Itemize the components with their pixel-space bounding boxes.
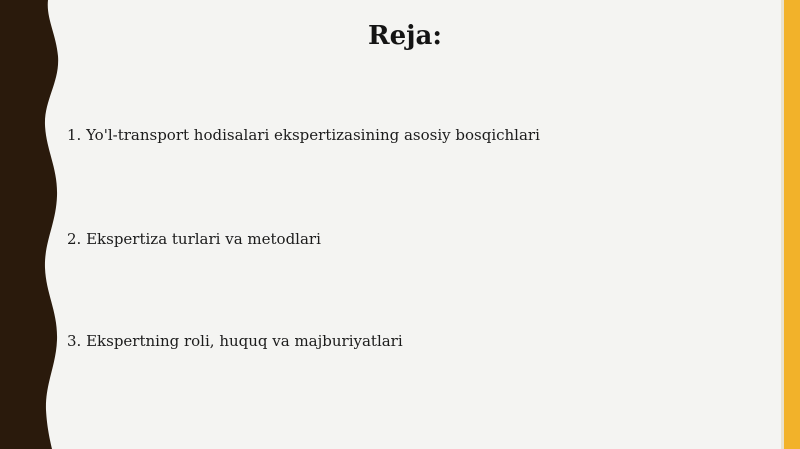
plan-item-1: 1. Yo'l-transport hodisalari ekspertizasining asosiy bosqichlari [67, 126, 540, 144]
left-wave-band [0, 0, 58, 449]
left-wave-decoration [0, 0, 70, 449]
right-accent-bar-edge [781, 0, 784, 449]
plan-item-2: 2. Ekspertiza turlari va metodlari [67, 230, 321, 248]
right-accent-bar-fill [784, 0, 800, 449]
slide-title: Reja: [367, 21, 442, 51]
right-accent-bar [781, 0, 800, 449]
plan-item-3: 3. Ekspertning roli, huquq va majburiyatlari [67, 332, 403, 350]
